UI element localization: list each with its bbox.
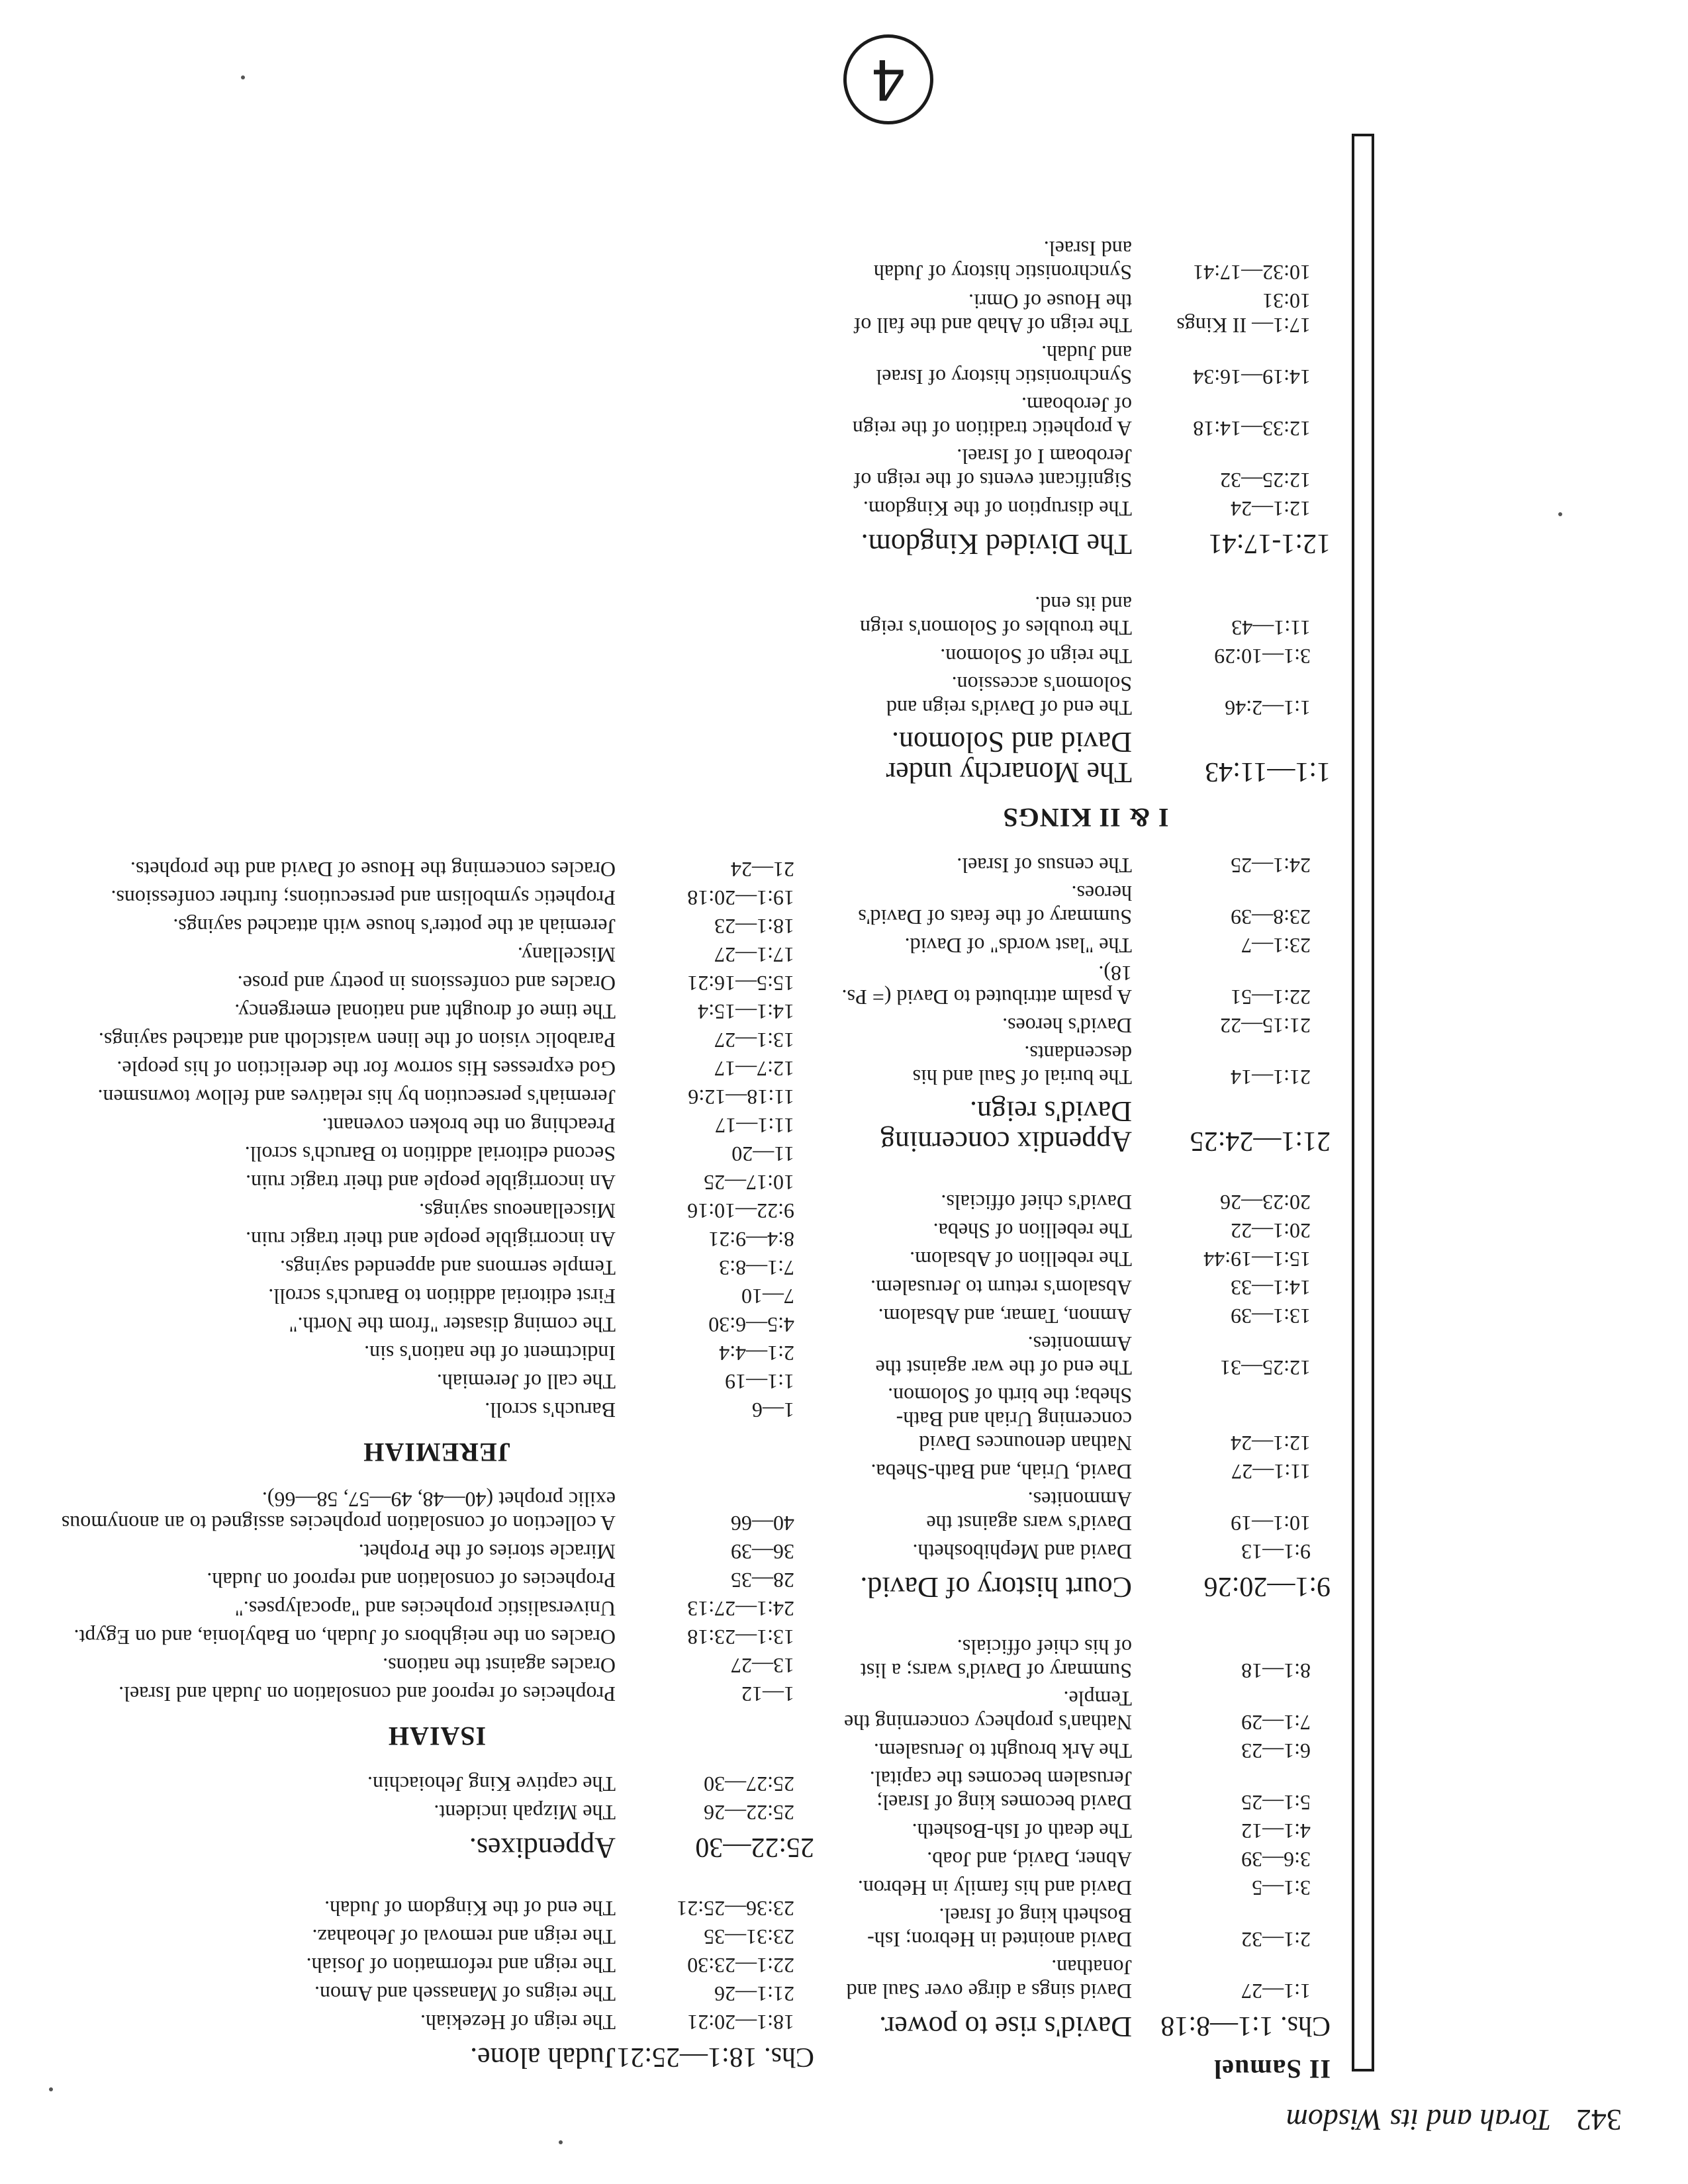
entry-ref: 6:1—23 [1241, 1739, 1311, 1763]
entry-text: Oracles on the neighbors of Judah, on Babylonia, and on Egypt. [73, 1625, 616, 1649]
entry-ref: 18:1—23 [714, 915, 794, 938]
entry-ref: 1—12 [741, 1682, 794, 1706]
entry-ref: 10:32—17:41 [1193, 261, 1311, 285]
kings-sections [841, 237, 1331, 788]
toc-entry [841, 1767, 1331, 1815]
entry-text: Parabolic vision of the linen waistcloth and attached sayings. [98, 1028, 616, 1052]
entry-text: The census of Israel. [957, 854, 1132, 878]
entry-ref: 14:1—15:4 [698, 1000, 794, 1024]
toc-entry [60, 1398, 814, 1422]
toc-entry [60, 1255, 814, 1280]
page-number-text: 342 [1576, 2103, 1622, 2137]
toc-entry [60, 1170, 814, 1195]
speck [1558, 512, 1562, 516]
speck [559, 2140, 563, 2144]
entry-ref: 11:1—43 [1231, 616, 1311, 640]
entry-text: Second editorial addition to Baruch's scroll. [244, 1142, 616, 1166]
entry-text: Miscellany. [517, 943, 616, 967]
section-heading: Judah alone. [470, 2042, 616, 2074]
entry-ref: 13:1—39 [1231, 1304, 1311, 1328]
toc-entry [60, 914, 814, 938]
toc-entry [60, 1369, 814, 1394]
entry-ref: 24:1—27:13 [687, 1597, 794, 1621]
entry-ref: 21—24 [731, 858, 794, 882]
section-heading-row [60, 2041, 814, 2073]
section-ref: 25:22—30 [695, 1832, 814, 1862]
entry-ref: 7—10 [741, 1285, 794, 1308]
entry-text: Preaching on the broken covenant. [322, 1114, 616, 1138]
entry-text: Nathan denounces David concerning Uriah and Bath-Sheba; the birth of Solomon. [888, 1384, 1132, 1455]
entry-ref: 14:19—16:34 [1193, 365, 1311, 389]
entry-text: Prophetic symbolism and persecutions; further confessions. [111, 886, 616, 910]
left-column [841, 233, 1331, 2085]
entry-text: Oracles and confessions in poetry and prose. [237, 972, 616, 995]
entry-ref: 21:15—22 [1220, 1014, 1311, 1038]
entry-ref: 1:1—27 [1241, 1979, 1311, 2003]
toc-entry [841, 962, 1331, 1009]
handwritten-page-number: 4 [843, 34, 933, 124]
entry-text: A psalm attributed to David (= Ps. 18). [841, 962, 1132, 1009]
entry-text: Indictment of the nation's sin. [364, 1342, 616, 1365]
entry-ref: 7:1—29 [1241, 1711, 1311, 1735]
entry-text: Significant events of the reign of Jeroboam I of Israel. [853, 445, 1132, 492]
entry-text: An incorrigible people and their tragic ruin. [246, 1228, 616, 1251]
isaiah-entries [60, 1488, 814, 1706]
entry-ref: 2:1—4:4 [719, 1342, 794, 1365]
entry-ref: 1—6 [752, 1398, 794, 1422]
entry-text: Miscellaneous sayings. [419, 1199, 616, 1223]
spacer [841, 571, 1331, 588]
toc-entry [841, 1539, 1331, 1564]
toc-entry [60, 1488, 814, 1535]
entry-ref: 9:1—13 [1241, 1540, 1311, 1564]
entry-text: The reign of Solomon. [940, 645, 1132, 668]
entry-text: The reigns of Manasseh and Amon. [314, 1982, 616, 2006]
entry-text: Prophecies of reproof and consolation on Judah and Israel. [118, 1682, 616, 1706]
vertical-double-rule [1352, 134, 1374, 2071]
entry-ref: 4:1—12 [1241, 1819, 1311, 1843]
section-heading: The Monarchy under David and Solomon. [886, 726, 1132, 789]
entry-text: The time of drought and national emergency. [234, 1000, 616, 1024]
toc-entry [60, 942, 814, 967]
entry-text: The rebellion of Sheba. [933, 1219, 1132, 1243]
entry-ref: 19:1—20:18 [687, 886, 794, 910]
toc-entry [841, 1876, 1331, 1900]
entry-ref: 13—27 [731, 1654, 794, 1678]
toc-entry [60, 1028, 814, 1052]
section-heading: Appendix concerning David's reign. [880, 1095, 1132, 1158]
entry-text: First editorial addition to Baruch's scroll. [268, 1285, 616, 1308]
entry-text: Summary of the feats of David's heroes. [858, 882, 1132, 929]
toc-entry [841, 592, 1331, 640]
entry-ref: 7:1—8:3 [719, 1256, 794, 1280]
entry-ref: 12:1—24 [1231, 497, 1311, 521]
entry-ref: 22:1—51 [1231, 985, 1311, 1009]
entry-text: The coming disaster "from the North." [289, 1313, 616, 1337]
entry-text: The captive King Jehoiachin. [367, 1772, 616, 1796]
section-heading-row [60, 1831, 814, 1863]
kings-continued-sections [60, 1772, 814, 2073]
toc-entry [841, 853, 1331, 878]
toc-entry [841, 1904, 1331, 1952]
entry-text: David, Uriah, and Bath-Sheba. [870, 1460, 1132, 1484]
toc-entry [841, 1687, 1331, 1735]
toc-entry [841, 496, 1331, 521]
toc-entry [841, 1304, 1331, 1328]
entry-ref: 3:6—39 [1241, 1848, 1311, 1872]
section-ref: 12:1-17:41 [1208, 528, 1331, 559]
entry-ref: 3:1—10:29 [1214, 645, 1311, 668]
entry-ref: 14:1—33 [1231, 1276, 1311, 1300]
entry-text: David sings a dirge over Saul and Jonathan. [846, 1956, 1132, 2003]
entry-text: David and his family in Hebron. [857, 1876, 1132, 1900]
entry-text: Synchronistic history of Judah and Israel. [873, 237, 1132, 285]
section-heading-row [841, 1570, 1331, 1602]
toc-entry [60, 1085, 814, 1109]
entry-text: Oracles concerning the House of David and the prophets. [130, 858, 616, 882]
toc-entry [60, 1625, 814, 1649]
toc-entry [841, 1956, 1331, 2003]
spacer [60, 1875, 814, 1892]
entry-ref: 17:1—27 [714, 943, 794, 967]
toc-entry [60, 1596, 814, 1621]
speck [49, 2087, 53, 2091]
book-title-ii-samuel: II Samuel [1213, 2054, 1331, 2084]
toc-entry [841, 1459, 1331, 1484]
section-heading: Appendixes. [469, 1832, 616, 1864]
section-heading: Court history of David. [860, 1571, 1132, 1604]
section-heading-row [841, 527, 1331, 559]
entry-text: The reign and removal of Jehoahaz. [312, 1925, 616, 1949]
entry-ref: 23:36—25:21 [677, 1897, 794, 1921]
entry-ref: 1:1—2:46 [1225, 696, 1311, 720]
entry-ref: 11:1—27 [1231, 1460, 1311, 1484]
spacer [841, 1614, 1331, 1631]
entry-text: Amnon, Tamar, and Absalom. [878, 1304, 1132, 1328]
toc-entry [841, 393, 1331, 441]
entry-ref: 20:1—22 [1231, 1219, 1311, 1243]
entry-text: An incorrigible people and their tragic ruin. [246, 1171, 616, 1195]
section-ref: 9:1—20:26 [1203, 1571, 1331, 1602]
entry-text: David's chief officials. [941, 1191, 1132, 1214]
entry-text: Jeremiah at the potter's house with attached sayings. [173, 915, 616, 938]
book-title-kings: I & II KINGS [1002, 803, 1169, 833]
toc-entry [841, 882, 1331, 929]
entry-ref: 11:1—17 [715, 1114, 794, 1138]
section-ref: 1:1—11:43 [1205, 756, 1331, 787]
entry-text: The burial of Saul and his descendants. [912, 1042, 1132, 1089]
entry-ref: 18:1—20:21 [687, 2011, 794, 2034]
entry-ref: 15:1—19:44 [1203, 1248, 1311, 1271]
toc-entry [60, 1341, 814, 1365]
section-heading-row [841, 727, 1331, 788]
toc-entry [60, 1896, 814, 1921]
toc-entry [841, 1384, 1331, 1455]
entry-text: Absalom's return to Jerusalem. [870, 1276, 1132, 1300]
entry-text: The "last words" of David. [904, 934, 1132, 958]
spacer [841, 1169, 1331, 1186]
toc-entry [60, 1800, 814, 1825]
toc-entry [60, 1682, 814, 1706]
entry-text: The end of the Kingdom of Judah. [324, 1897, 616, 1921]
toc-entry [841, 1847, 1331, 1872]
section-heading: David's rise to power. [879, 2011, 1132, 2043]
toc-entry [60, 1142, 814, 1166]
toc-entry [60, 1113, 814, 1138]
toc-entry [841, 237, 1331, 285]
entry-ref: 28—35 [731, 1569, 794, 1592]
entry-ref: 20:23—26 [1220, 1191, 1311, 1214]
entry-ref: 17:1— II Kings 10:31 [1176, 289, 1311, 338]
entry-ref: 4:5—6:30 [708, 1313, 794, 1337]
entry-text: The end of the war against the Ammonites. [875, 1332, 1132, 1380]
entry-ref: 10:1—19 [1231, 1512, 1311, 1535]
entry-ref: 5:1—25 [1241, 1791, 1311, 1815]
toc-entry [841, 1819, 1331, 1843]
ii-samuel-sections [841, 853, 1331, 2042]
running-title: Torah and its Wisdom [1286, 2103, 1552, 2137]
toc-entry [841, 1275, 1331, 1300]
entry-text: Miracle stories of the Prophet. [358, 1540, 616, 1564]
toc-entry [60, 1284, 814, 1308]
toc-entry [60, 1312, 814, 1337]
entry-ref: 9:22—10:16 [687, 1199, 794, 1223]
book-title-isaiah: ISAIAH [387, 1721, 487, 1751]
toc-entry [60, 1653, 814, 1678]
entry-ref: 21:1—14 [1231, 1066, 1311, 1089]
entry-text: The rebellion of Absalom. [910, 1248, 1132, 1271]
entry-ref: 22:1—23:30 [687, 1954, 794, 1978]
entry-text: A prophetic tradition of the reign of Jeroboam. [852, 393, 1132, 441]
entry-text: The reign of Hezekiah. [420, 2011, 616, 2034]
entry-text: David anointed in Hebron; Ish-Bosheth king of Israel. [867, 1904, 1132, 1952]
toc-entry [841, 672, 1331, 720]
entry-ref: 23:8—39 [1231, 905, 1311, 929]
entry-text: The disruption of the Kingdom. [863, 497, 1132, 521]
entry-ref: 13:1—27 [714, 1028, 794, 1052]
toc-entry [841, 1635, 1331, 1683]
toc-entry [60, 1568, 814, 1592]
toc-entry [60, 886, 814, 910]
entry-text: Abner, David, and Joab. [927, 1848, 1132, 1872]
entry-text: The call of Jeremiah. [436, 1370, 616, 1394]
entry-text: David's heroes. [1002, 1014, 1132, 1038]
entry-text: Nathan's prophecy concerning the Temple. [844, 1687, 1132, 1735]
toc-entry [841, 289, 1331, 338]
toc-entry [60, 971, 814, 995]
toc-entry [841, 1042, 1331, 1089]
entry-text: Baruch's scroll. [485, 1398, 616, 1422]
entry-ref: 23:1—7 [1241, 934, 1311, 958]
entry-text: Temple sermons and appended sayings. [280, 1256, 616, 1280]
book-title-jeremiah: JEREMIAH [363, 1437, 511, 1467]
toc-entry [60, 1772, 814, 1796]
right-column [60, 853, 814, 2085]
toc-entry [60, 1539, 814, 1564]
toc-entry [60, 1056, 814, 1081]
entry-text: The reign and reformation of Josiah. [306, 1954, 616, 1978]
entry-text: Summary of David's wars; a list of his chief officials. [860, 1635, 1132, 1683]
toc-entry [60, 2010, 814, 2034]
entry-text: Jeremiah's persecution by his relatives and fellow townsmen. [97, 1085, 616, 1109]
entry-text: God expresses His sorrow for the dereliction of his people. [117, 1057, 616, 1081]
entry-text: A collection of consolation prophecies assigned to an anonymous exilic prophet (40—48, 49—57, 58—66). [61, 1488, 616, 1535]
toc-entry [841, 644, 1331, 668]
toc-entry [841, 1190, 1331, 1214]
entry-ref: 23:31—35 [704, 1925, 794, 1949]
toc-entry [841, 1488, 1331, 1535]
entry-ref: 25:27—30 [704, 1772, 794, 1796]
toc-entry [60, 857, 814, 882]
toc-entry [841, 1739, 1331, 1763]
toc-entry [60, 1925, 814, 1949]
toc-entry [60, 1227, 814, 1251]
entry-text: David becomes king of Israel; Jerusalem becomes the capital. [869, 1767, 1132, 1815]
entry-ref: 8:4—9:21 [708, 1228, 794, 1251]
entry-text: David and Mephibosheth. [912, 1540, 1132, 1564]
toc-entry [841, 445, 1331, 492]
entry-text: The end of David's reign and Solomon's accession. [886, 672, 1132, 720]
entry-ref: 10:17—25 [704, 1171, 794, 1195]
section-ref: 21:1—24:25 [1190, 1126, 1331, 1156]
toc-entry [841, 1013, 1331, 1038]
entry-text: Prophecies of consolation and reproof on Judah. [207, 1569, 616, 1592]
running-head [1286, 2103, 1622, 2138]
entry-ref: 15:5—16:21 [687, 972, 794, 995]
entry-text: Oracles against the nations. [383, 1654, 616, 1678]
entry-text: The Mizpah incident. [434, 1801, 616, 1825]
toc-entry [841, 1218, 1331, 1243]
toc-entry [60, 1953, 814, 1978]
entry-text: The reign of Ahab and the fall of the House of Omri. [853, 290, 1132, 338]
toc-entry [60, 1981, 814, 2006]
entry-ref: 12:25—32 [1220, 469, 1311, 492]
jeremiah-entries [60, 857, 814, 1422]
entry-ref: 40—66 [731, 1512, 794, 1535]
section-heading-row [841, 2010, 1331, 2042]
entry-ref: 1:1—19 [725, 1370, 794, 1394]
entry-ref: 11—20 [731, 1142, 794, 1166]
speck [241, 75, 245, 79]
entry-text: Synchronistic history of Israel and Judah. [876, 341, 1132, 389]
entry-text: The troubles of Solomon's reign and its end. [859, 592, 1132, 640]
entry-text: Universalistic prophecies and "apocalypses." [234, 1597, 616, 1621]
toc-entry [60, 999, 814, 1024]
entry-ref: 12:7—17 [714, 1057, 794, 1081]
section-heading-row [841, 1096, 1331, 1157]
entry-ref: 21:1—26 [714, 1982, 794, 2006]
entry-text: The death of Ish-Bosheth. [912, 1819, 1132, 1843]
entry-ref: 3:1—5 [1252, 1876, 1311, 1900]
toc-entry [841, 933, 1331, 958]
entry-text: The Ark brought to Jerusalem. [873, 1739, 1132, 1763]
section-heading: The Divided Kingdom. [861, 528, 1132, 561]
entry-ref: 36—39 [731, 1540, 794, 1564]
section-ref: Chs. 18:1—25:21 [616, 2042, 814, 2072]
entry-text: David's wars against the Ammonites. [926, 1488, 1132, 1535]
toc-entry [841, 1332, 1331, 1380]
entry-ref: 13:1—23:18 [687, 1625, 794, 1649]
entry-ref: 25:22—26 [704, 1801, 794, 1825]
section-ref: Chs. 1:1—8:18 [1160, 2011, 1331, 2041]
entry-ref: 11:18—12:6 [688, 1085, 794, 1109]
entry-ref: 2:1—32 [1241, 1928, 1311, 1952]
toc-entry [841, 1247, 1331, 1271]
entry-ref: 8:1—18 [1241, 1659, 1311, 1683]
toc-entry [60, 1199, 814, 1223]
toc-entry [841, 341, 1331, 389]
entry-ref: 24:1—25 [1231, 854, 1311, 878]
entry-ref: 12:33—14:18 [1193, 417, 1311, 441]
entry-ref: 12:1—24 [1231, 1432, 1311, 1455]
entry-ref: 12:25—31 [1220, 1356, 1311, 1380]
